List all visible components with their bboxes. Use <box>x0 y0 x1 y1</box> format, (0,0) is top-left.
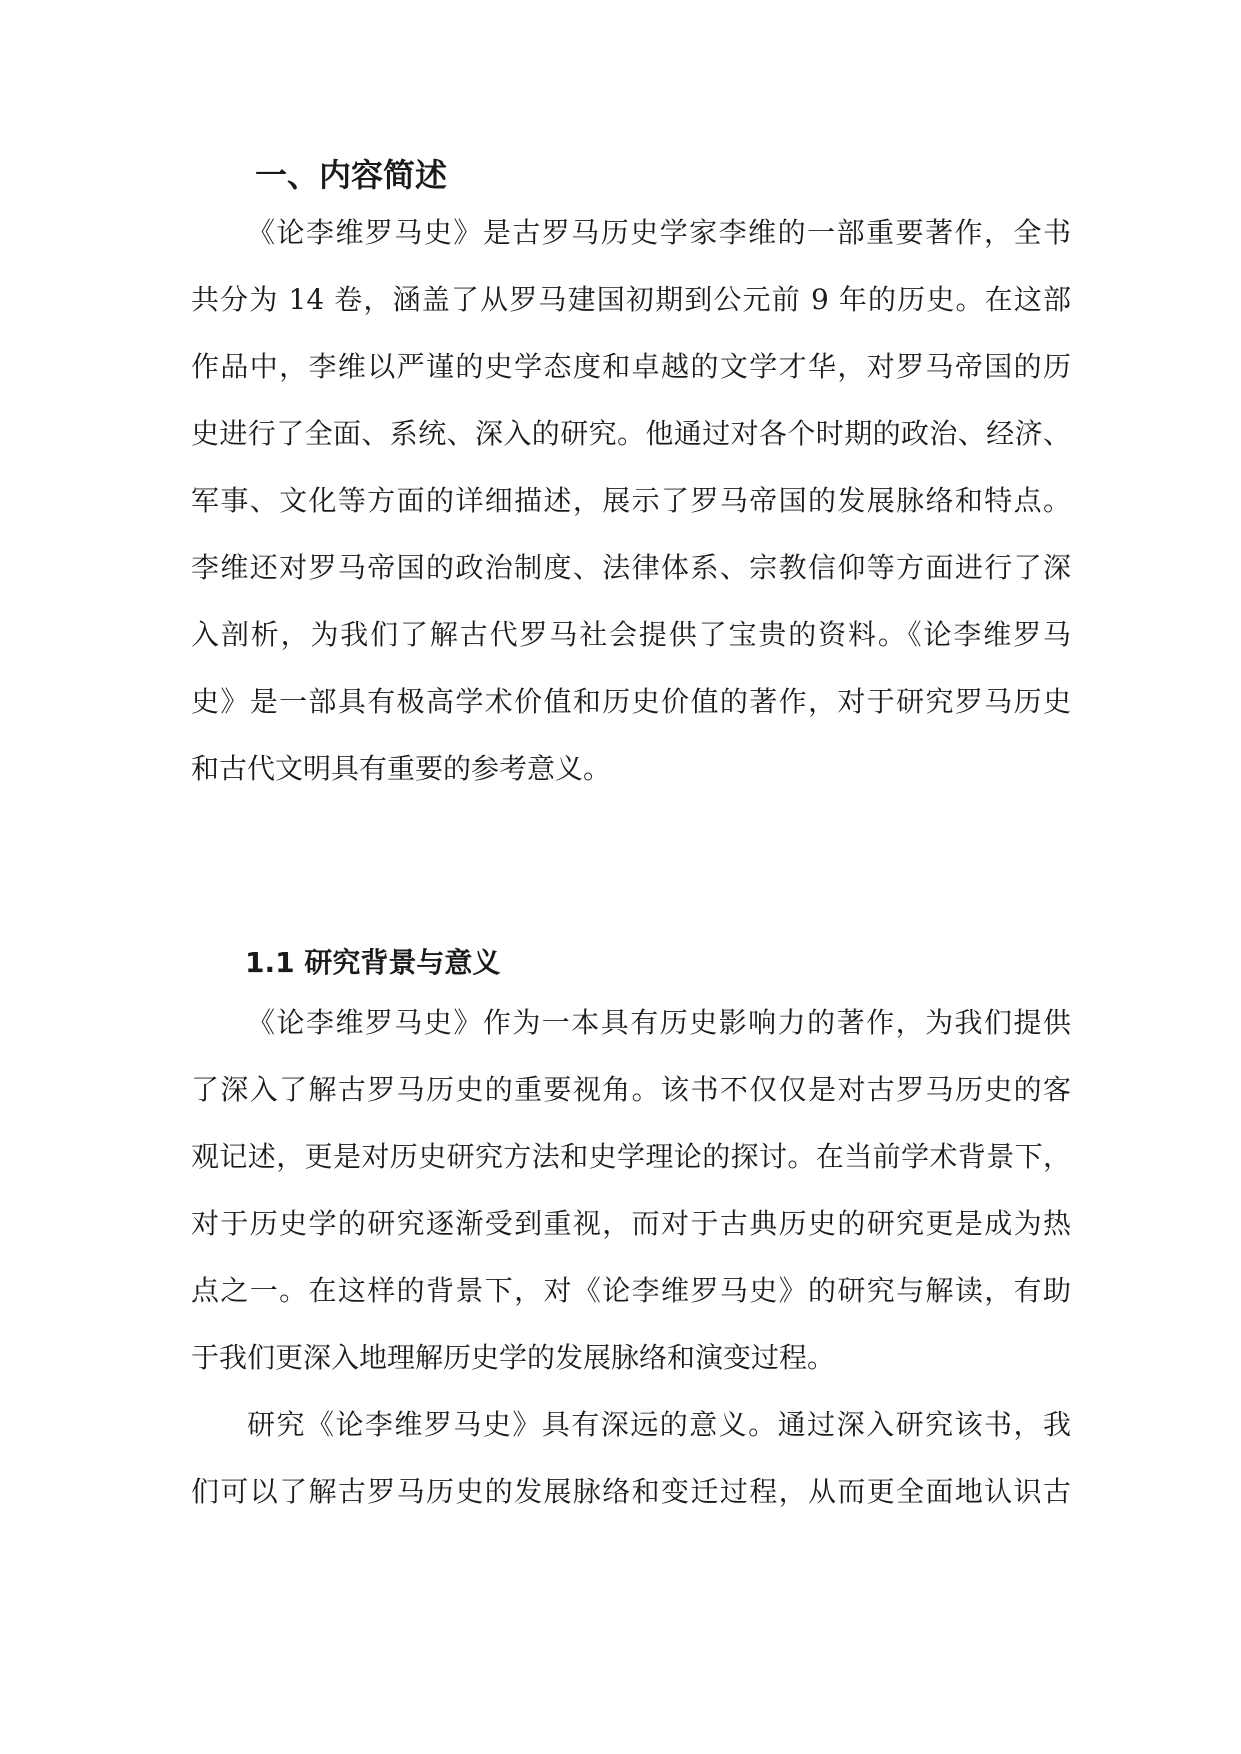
paragraph-2-line-5: 点之一。在这样的背景下，对《论李维罗马史》的研究与解读，有助 <box>191 1274 1071 1307</box>
subsection-heading: 1.1 研究背景与意义 <box>245 946 501 979</box>
paragraph-1-line-8: 史》是一部具有极高学术价值和历史价值的著作，对于研究罗马历史 <box>191 685 1071 718</box>
section-heading: 一、内容简述 <box>255 156 448 194</box>
paragraph-1-line-9: 和古代文明具有重要的参考意义。 <box>191 752 612 785</box>
paragraph-1-line-4: 史进行了全面、系统、深入的研究。他通过对各个时期的政治、经济、 <box>191 417 1071 450</box>
paragraph-2-line-1: 《论李维罗马史》作为一本具有历史影响力的著作，为我们提供 <box>247 1006 1071 1039</box>
paragraph-3-line-2: 们可以了解古罗马历史的发展脉络和变迁过程，从而更全面地认识古 <box>191 1475 1071 1508</box>
paragraph-1-line-5: 军事、文化等方面的详细描述，展示了罗马帝国的发展脉络和特点。 <box>191 484 1071 517</box>
paragraph-2-line-2: 了深入了解古罗马历史的重要视角。该书不仅仅是对古罗马历史的客 <box>191 1073 1071 1106</box>
paragraph-1-line-1: 《论李维罗马史》是古罗马历史学家李维的一部重要著作，全书 <box>247 216 1071 249</box>
paragraph-2-line-6: 于我们更深入地理解历史学的发展脉络和演变过程。 <box>191 1341 836 1374</box>
paragraph-2-line-4: 对于历史学的研究逐渐受到重视，而对于古典历史的研究更是成为热 <box>191 1207 1071 1240</box>
paragraph-3-line-1: 研究《论李维罗马史》具有深远的意义。通过深入研究该书，我 <box>247 1408 1071 1441</box>
paragraph-2-line-3: 观记述，更是对历史研究方法和史学理论的探讨。在当前学术背景下， <box>191 1140 1071 1173</box>
paragraph-1-line-3: 作品中，李维以严谨的史学态度和卓越的文学才华，对罗马帝国的历 <box>191 350 1071 383</box>
paragraph-1-line-7: 入剖析，为我们了解古代罗马社会提供了宝贵的资料。《论李维罗马 <box>191 618 1071 651</box>
paragraph-1-line-6: 李维还对罗马帝国的政治制度、法律体系、宗教信仰等方面进行了深 <box>191 551 1071 584</box>
paragraph-1-line-2: 共分为 14 卷，涵盖了从罗马建国初期到公元前 9 年的历史。在这部 <box>191 283 1071 316</box>
